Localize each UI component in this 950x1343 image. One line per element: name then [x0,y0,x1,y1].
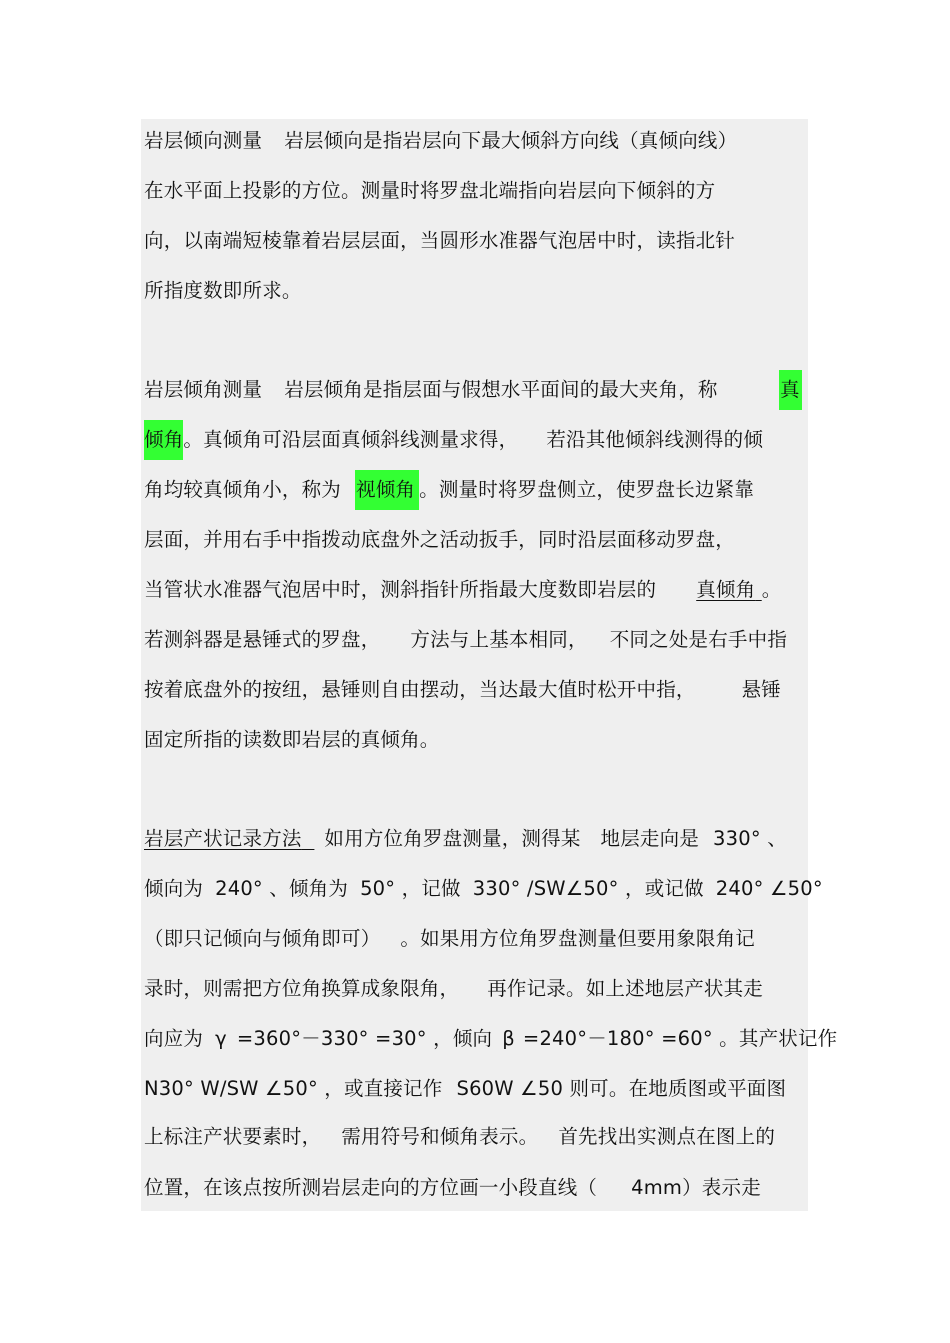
p1-line-3: 向，以南端短棱靠着岩层层面，当圆形水准器气泡居中时，读指北针 [144,229,736,252]
p2-line-5: 当管状水准器气泡居中时，测斜指针所指最大度数即岩层的 真倾角 。 [144,578,782,601]
p2-line-6: 若测斜器是悬锤式的罗盘， 方法与上基本相同， 不同之处是右手中指 [144,628,788,651]
p2-line-1: 岩层倾角测量 岩层倾角是指层面与假想水平面间的最大夹角，称 [144,378,718,401]
p2-line-2: 倾角。真倾角可沿层面真倾斜线测量求得， 若沿其他倾斜线测得的倾 [144,426,763,454]
p2-line-8: 固定所指的读数即岩层的真倾角。 [144,728,440,751]
p3-line-4: 录时，则需把方位角换算成象限角， 再作记录。如上述地层产状其走 [144,977,764,1000]
p1-line-2: 在水平面上投影的方位。测量时将罗盘北端指向岩层向下倾斜的方 [144,179,716,202]
p3-line-7: 上标注产状要素时， 需用符号和倾角表示。 首先找出实测点在图上的 [144,1125,776,1148]
p1-line-1: 岩层倾向测量 岩层倾向是指岩层向下最大倾斜方向线（真倾向线） [144,129,738,152]
p2-line-3: 角均较真倾角小，称为 视倾角 。测量时将罗盘侧立，使罗盘长边紧靠 [144,476,754,504]
highlight-apparent-dip: 视倾角 [355,470,419,510]
highlight-true-dip-2: 倾角 [144,420,183,460]
p3-line-2: 倾向为 240° 、倾角为 50° ，记做 330° /SW∠50° ，或记做 240° ∠50° [144,877,823,900]
p3-line-5: 向应为 γ =360°－330° =30° ，倾向 β =240°－180° =60° 。其产状记作 [144,1027,838,1050]
p2-heading: 岩层倾角测量 [144,378,263,401]
p3-line-6: N30° W/SW ∠50° ，或直接记作 S60W ∠50 则可。在地质图或平面图 [144,1077,787,1100]
p2-line-4: 层面，并用右手中指拨动底盘外之活动扳手，同时沿层面移动罗盘， [144,528,736,551]
p1-line-4: 所指度数即所求。 [144,279,302,302]
highlight-true-dip-1: 真 [779,376,802,404]
p2-line-7: 按着底盘外的按纽，悬锤则自由摆动，当达最大值时松开中指， 悬锤 [144,678,782,701]
p3-line-3: （即只记倾向与倾角即可） 。如果用方位角罗盘测量但要用象限角记 [144,927,756,950]
p3-line-8: 位置，在该点按所测岩层走向的方位画一小段直线（ 4mm）表示走 [144,1176,761,1199]
underlined-true-dip: 真倾角 [696,578,756,601]
p1-heading: 岩层倾向测量 [144,129,263,152]
p3-heading: 岩层产状记录方法 [144,827,302,850]
p3-line-1: 岩层产状记录方法 如用方位角罗盘测量，测得某 地层走向是 330° 、 [144,827,787,850]
